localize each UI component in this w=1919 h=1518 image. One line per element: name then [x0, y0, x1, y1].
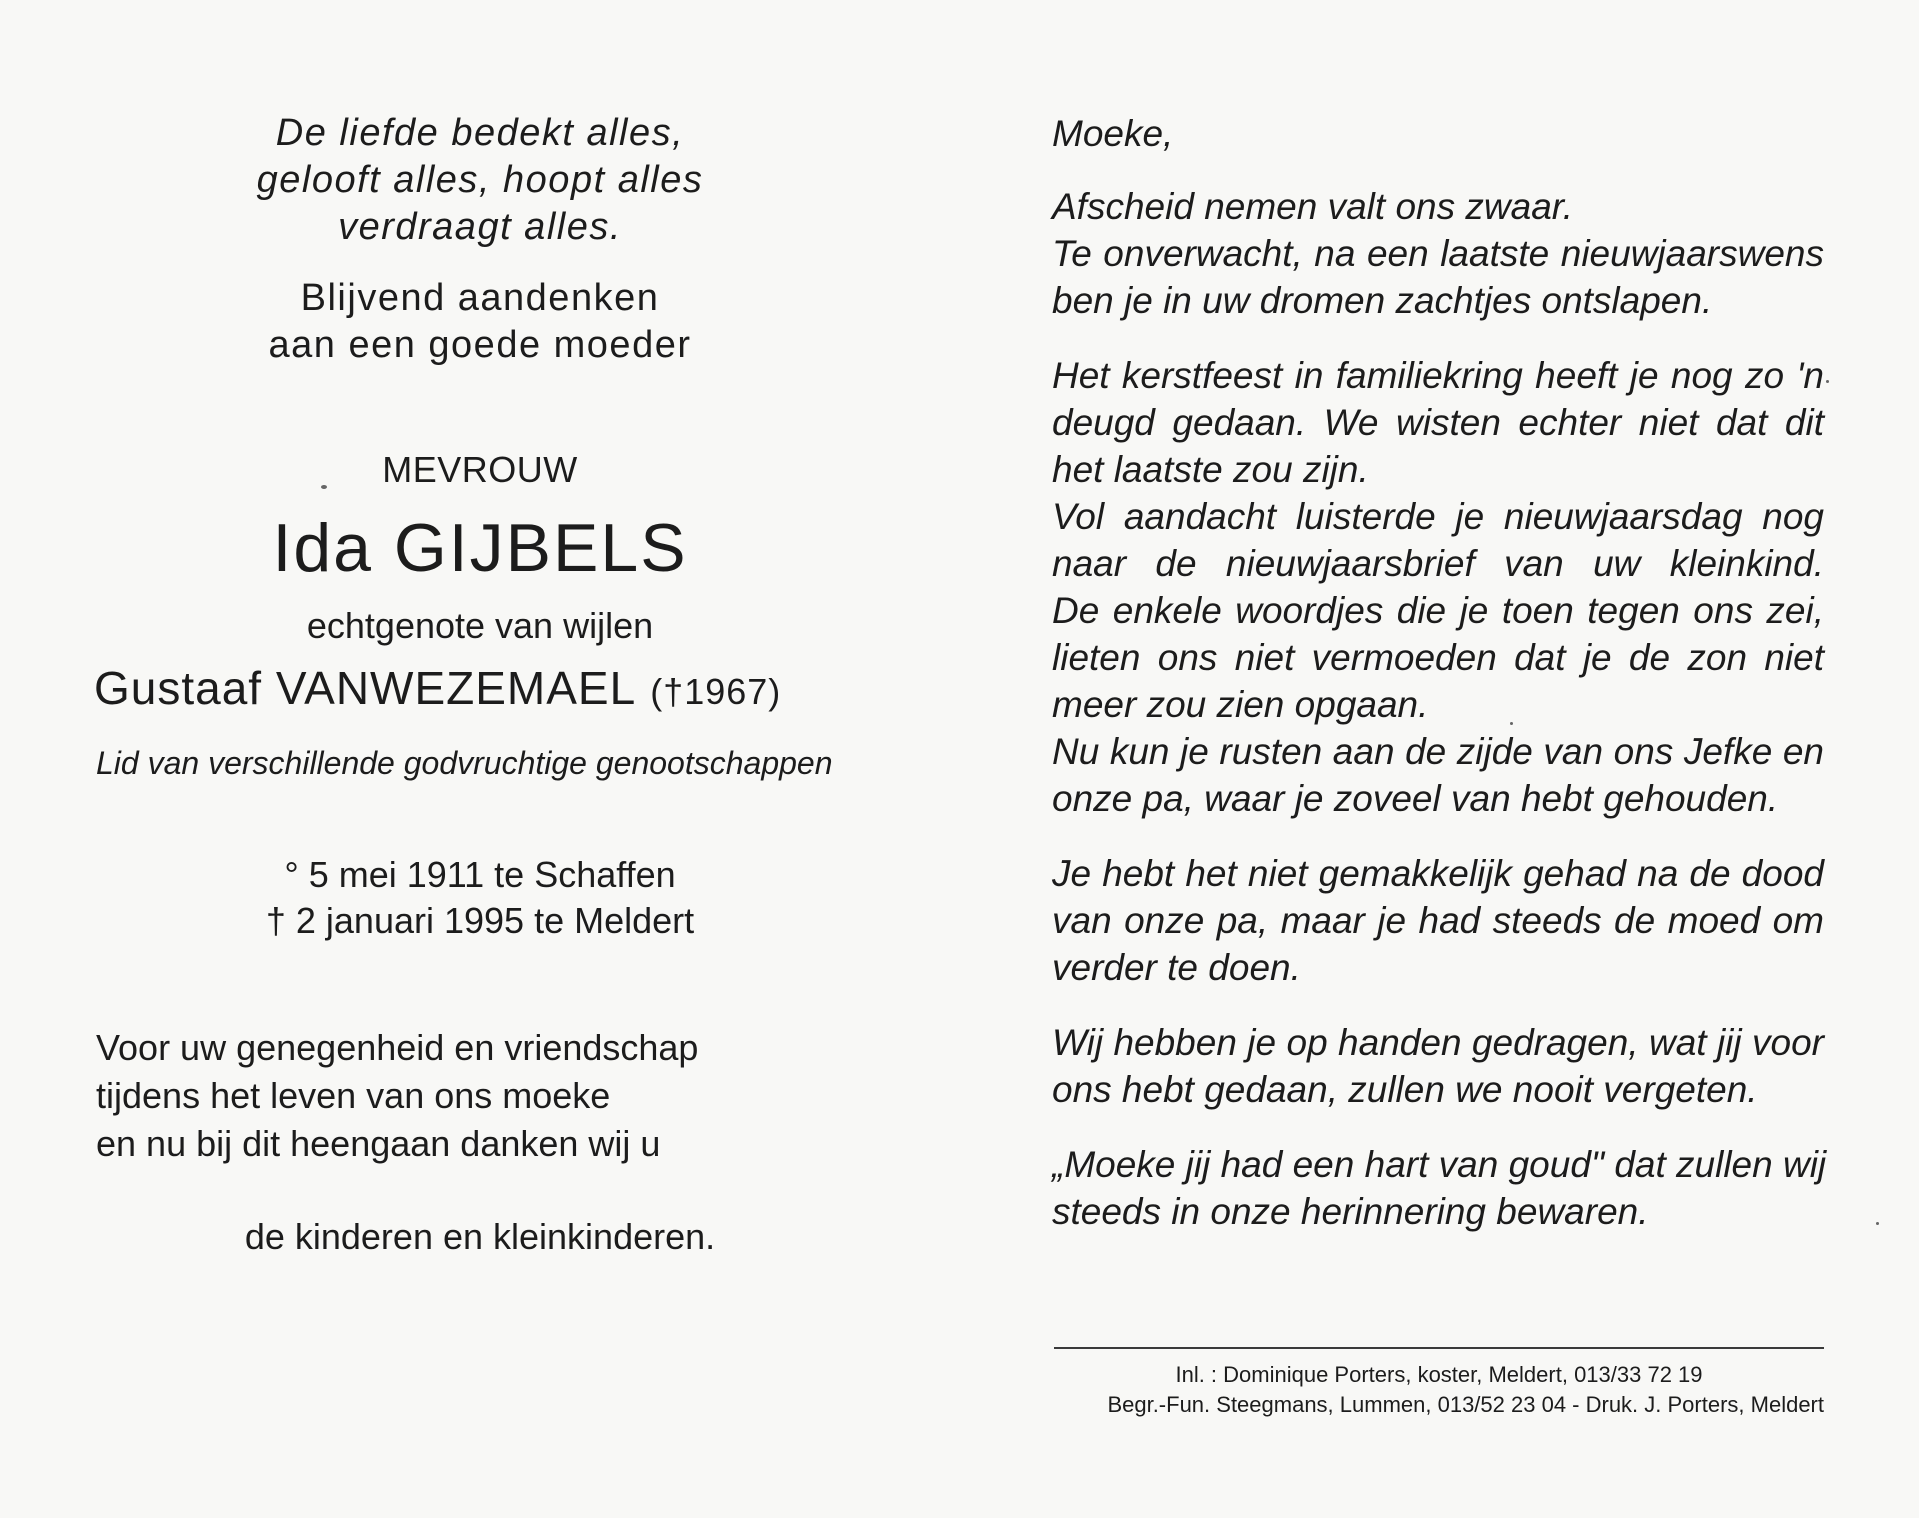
letter-line: Te onverwacht, na een laatste nieuwjaarswens — [1052, 233, 1824, 274]
remembrance-line: Blijvend aandenken — [300, 277, 660, 319]
thanks-line: Voor uw genegenheid en vriendschap — [96, 1027, 699, 1068]
printer-credits — [1054, 1360, 1824, 1420]
remembrance-line: aan een goede moeder — [268, 324, 692, 366]
letter-line: steeds in onze herinnering bewaren. — [1052, 1191, 1649, 1232]
left-column — [80, 110, 880, 1258]
letter-line: ons hebt gedaan, zullen we nooit vergeten. — [1052, 1069, 1758, 1110]
scan-speck — [321, 485, 327, 489]
scan-speck — [1510, 722, 1513, 725]
letter-line: De enkele woordjes die je toen tegen ons zei, — [1052, 590, 1824, 631]
letter-line: meer zou zien opgaan. — [1052, 684, 1429, 725]
letter-line: ben je in uw dromen zachtjes ontslapen. — [1052, 280, 1713, 321]
letter-column — [1052, 110, 1832, 1235]
letter-line: het laatste zou zijn. — [1052, 449, 1369, 490]
letter-paragraph — [1052, 1141, 1832, 1235]
birth-date: ° 5 mei 1911 te Schaffen — [284, 854, 676, 895]
letter-line: naar de nieuwjaarsbrief van uw kleinkind. — [1052, 543, 1824, 584]
spouse-name: Gustaaf VANWEZEMAEL — [94, 662, 637, 714]
signoff: de kinderen en kleinkinderen. — [244, 1216, 716, 1257]
letter-line: lieten ons niet vermoeden dat je de zon niet — [1052, 637, 1824, 678]
thanks-line: en nu bij dit heengaan danken wij u — [96, 1123, 661, 1164]
letter-line: verder te doen. — [1052, 947, 1301, 988]
footer-divider — [1054, 1347, 1824, 1349]
letter-line: onze pa, waar je zoveel van hebt gehouden. — [1052, 778, 1779, 819]
letter-line: Je hebt het niet gemakkelijk gehad na de dood — [1052, 853, 1824, 894]
letter-paragraph — [1052, 850, 1832, 991]
quote-line: verdraagt alles. — [338, 206, 622, 248]
letter-paragraph — [1052, 1019, 1832, 1113]
info-line: Inl. : Dominique Porters, koster, Meldert, 013/33 72 19 — [1175, 1362, 1703, 1387]
letter-line: Nu kun je rusten aan de zijde van ons Jefke en — [1052, 731, 1824, 772]
thanks-text — [80, 1024, 896, 1168]
spouse-line — [80, 661, 894, 715]
letter-line: van onze pa, maar je had steeds de moed om — [1052, 900, 1824, 941]
quote-line: gelooft alles, hoopt alles — [256, 159, 704, 201]
scan-speck — [1826, 380, 1829, 383]
letter-line: Afscheid nemen valt ons zwaar. — [1052, 186, 1573, 227]
letter-line: Vol aandacht luisterde je nieuwjaarsdag nog — [1052, 496, 1824, 537]
letter-line: Wij hebben je op handen gedragen, wat jij voor — [1052, 1022, 1824, 1063]
honorific-title: MEVROUW — [382, 449, 578, 490]
membership-note: Lid van verschillende godvruchtige genootschappen — [96, 745, 833, 781]
death-date: † 2 januari 1995 te Meldert — [265, 900, 695, 941]
letter-paragraph — [1052, 183, 1832, 324]
deceased-name: Ida GIJBELS — [272, 510, 688, 586]
life-dates — [80, 852, 880, 944]
spouse-of-label: echtgenote van wijlen — [306, 605, 654, 646]
letter-line: Het kerstfeest in familiekring heeft je nog zo 'n — [1052, 355, 1824, 396]
letter-paragraph — [1052, 352, 1832, 822]
thanks-line: tijdens het leven van ons moeke — [96, 1075, 611, 1116]
printer-line: Begr.-Fun. Steegmans, Lummen, 013/52 23 04 - Druk. J. Porters, Meldert — [1107, 1392, 1824, 1417]
letter-line: „Moeke jij had een hart van goud" dat zullen wij — [1052, 1144, 1827, 1185]
bible-quote — [80, 110, 880, 251]
letter-salutation: Moeke, — [1052, 113, 1174, 154]
letter-line: deugd gedaan. We wisten echter niet dat dit — [1052, 402, 1824, 443]
spouse-death-year: (†1967) — [650, 671, 782, 712]
scan-speck — [1876, 1222, 1879, 1225]
remembrance — [80, 275, 880, 369]
quote-line: De liefde bedekt alles, — [275, 112, 685, 154]
